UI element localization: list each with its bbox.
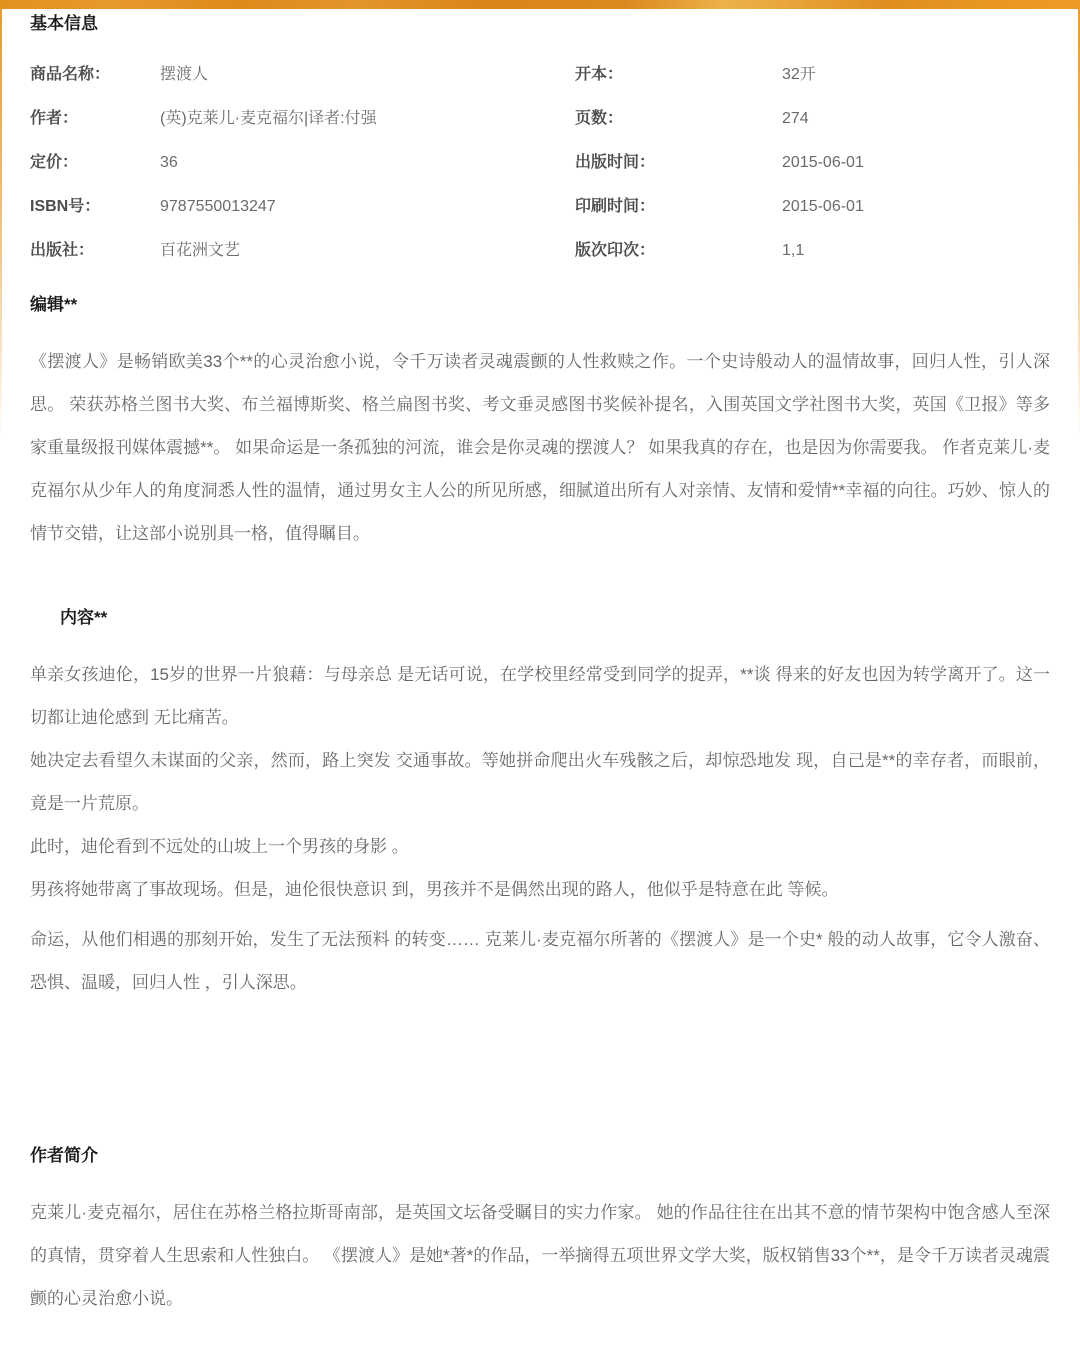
basic-info-grid — [30, 53, 1050, 273]
info-label-publisher: 出版社： — [30, 242, 95, 259]
content-paragraph: 男孩将她带离了事故现场。但是，迪伦很快意识 到，男孩并不是偶然出现的路人，他似乎是特意在此 等候。 — [30, 880, 839, 899]
info-label-price: 定价： — [30, 154, 79, 171]
author-bio-paragraph: 克莱儿·麦克福尔，居住在苏格兰格拉斯哥南部，是英国文坛备受瞩目的实力作家。 她的作品往往在出其不意的情节架构中饱含感人至深的真情，贯穿着人生思索和人性独白。 《摆渡人》是她*著*的作品，一举摘得五项世界文学大奖，版权销售33个**，是令千万读者灵魂震颤的心灵治愈小说。 — [30, 1203, 1050, 1308]
info-value-price: 36 — [160, 154, 178, 171]
content-paragraph: 此时，迪伦看到不远处的山坡上一个男孩的身影 。 — [30, 837, 409, 856]
content-paragraph: 命运，从他们相遇的那刻开始，发生了无法预料 的转变…… 克莱儿·麦克福尔所著的《摆渡人》是一个史* 般的动人故事，它令人激奋、恐惧、温暖，回归人性 ，引人深思。 — [30, 930, 1050, 992]
info-value-publisher: 百花洲文艺 — [160, 242, 241, 259]
info-label-edition: 版次印次： — [575, 242, 656, 259]
info-label-print-date: 印刷时间： — [575, 198, 656, 215]
info-value-author: (英)克莱儿·麦克福尔|译者:付强 — [160, 110, 377, 127]
section-title-content: 内容** — [60, 608, 108, 627]
info-label-author: 作者： — [30, 110, 79, 127]
info-value-publish-date: 2015-06-01 — [782, 154, 864, 171]
info-value-product-name: 摆渡人 — [160, 66, 209, 83]
info-value-isbn: 9787550013247 — [160, 198, 276, 215]
info-label-isbn: ISBN号： — [30, 198, 101, 215]
section-title-author-bio: 作者简介 — [30, 1146, 98, 1165]
info-value-print-date: 2015-06-01 — [782, 198, 864, 215]
content-paragraph: 她决定去看望久未谋面的父亲，然而，路上突发 交通事故。等她拼命爬出火车残骸之后，却惊恐地发 现，自己是**的幸存者，而眼前，竟是一片荒原。 — [30, 751, 1050, 813]
editor-paragraph: 《摆渡人》是畅销欧美33个**的心灵治愈小说，令千万读者灵魂震颤的人性救赎之作。一个史诗般动人的温情故事，回归人性，引人深思。 荣获苏格兰图书大奖、布兰福博斯奖、格兰扁图书奖、考文垂灵感图书奖候补提名，入围英国文学社图书大奖，英国《卫报》等多家重量级报刊媒体震撼**。 如果命运是一条孤独的河流，谁会是你灵魂的摆渡人？ 如果我真的存在，也是因为你需要我。 作者克莱儿·麦克福尔从少年人的角度洞悉人性的温情，通过男女主人公的所见所感，细腻道出所有人对亲情、友情和爱情**幸福的向往。巧妙、惊人的情节交错，让这部小说别具一格，值得瞩目。 — [30, 352, 1050, 543]
content-paragraph: 单亲女孩迪伦，15岁的世界一片狼藉：与母亲总 是无话可说，在学校里经常受到同学的捉弄，**谈 得来的好友也因为转学离开了。这一切都让迪伦感到 无比痛苦。 — [30, 665, 1050, 727]
info-value-format: 32开 — [782, 66, 816, 83]
info-label-product-name: 商品名称： — [30, 66, 111, 83]
info-value-edition: 1,1 — [782, 242, 805, 259]
info-value-pages: 274 — [782, 110, 809, 127]
info-label-pages: 页数： — [575, 110, 624, 127]
info-label-publish-date: 出版时间： — [575, 154, 656, 171]
section-title-basic-info: 基本信息 — [30, 14, 98, 33]
section-title-editor: 编辑** — [30, 295, 78, 314]
info-label-format: 开本： — [575, 66, 624, 83]
